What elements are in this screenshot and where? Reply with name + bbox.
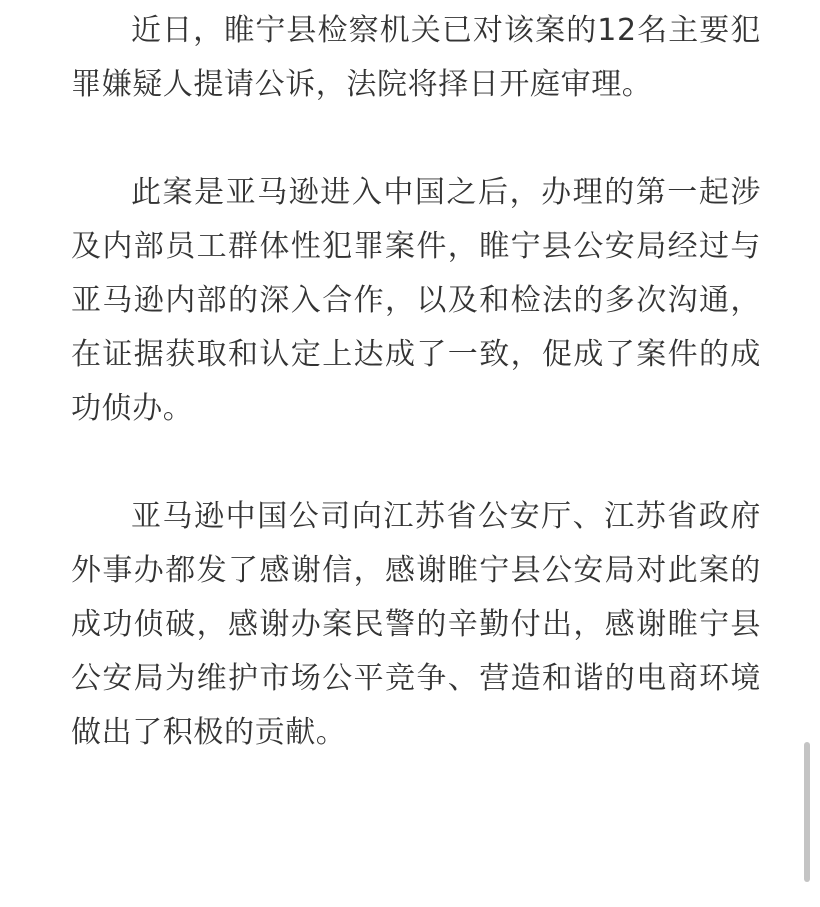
article-paragraph: 亚马逊中国公司向江苏省公安厅、江苏省政府外事办都发了感谢信，感谢睢宁县公安局对此案的成功侦破，感谢办案民警的辛勤付出，感谢睢宁县公安局为维护市场公平竞争、营造和谐的电商环境做出了积极的贡献。 (71, 499, 761, 750)
scrollbar-thumb[interactable] (804, 742, 810, 882)
article-paragraph: 此案是亚马逊进入中国之后，办理的第一起涉及内部员工群体性犯罪案件，睢宁县公安局经过与亚马逊内部的深入合作，以及和检法的多次沟通，在证据获取和认定上达成了一致，促成了案件的成功侦办。 (71, 175, 761, 426)
article-body (71, 4, 761, 760)
article-paragraph: 近日，睢宁县检察机关已对该案的12名主要犯罪嫌疑人提请公诉，法院将择日开庭审理。 (71, 13, 761, 102)
